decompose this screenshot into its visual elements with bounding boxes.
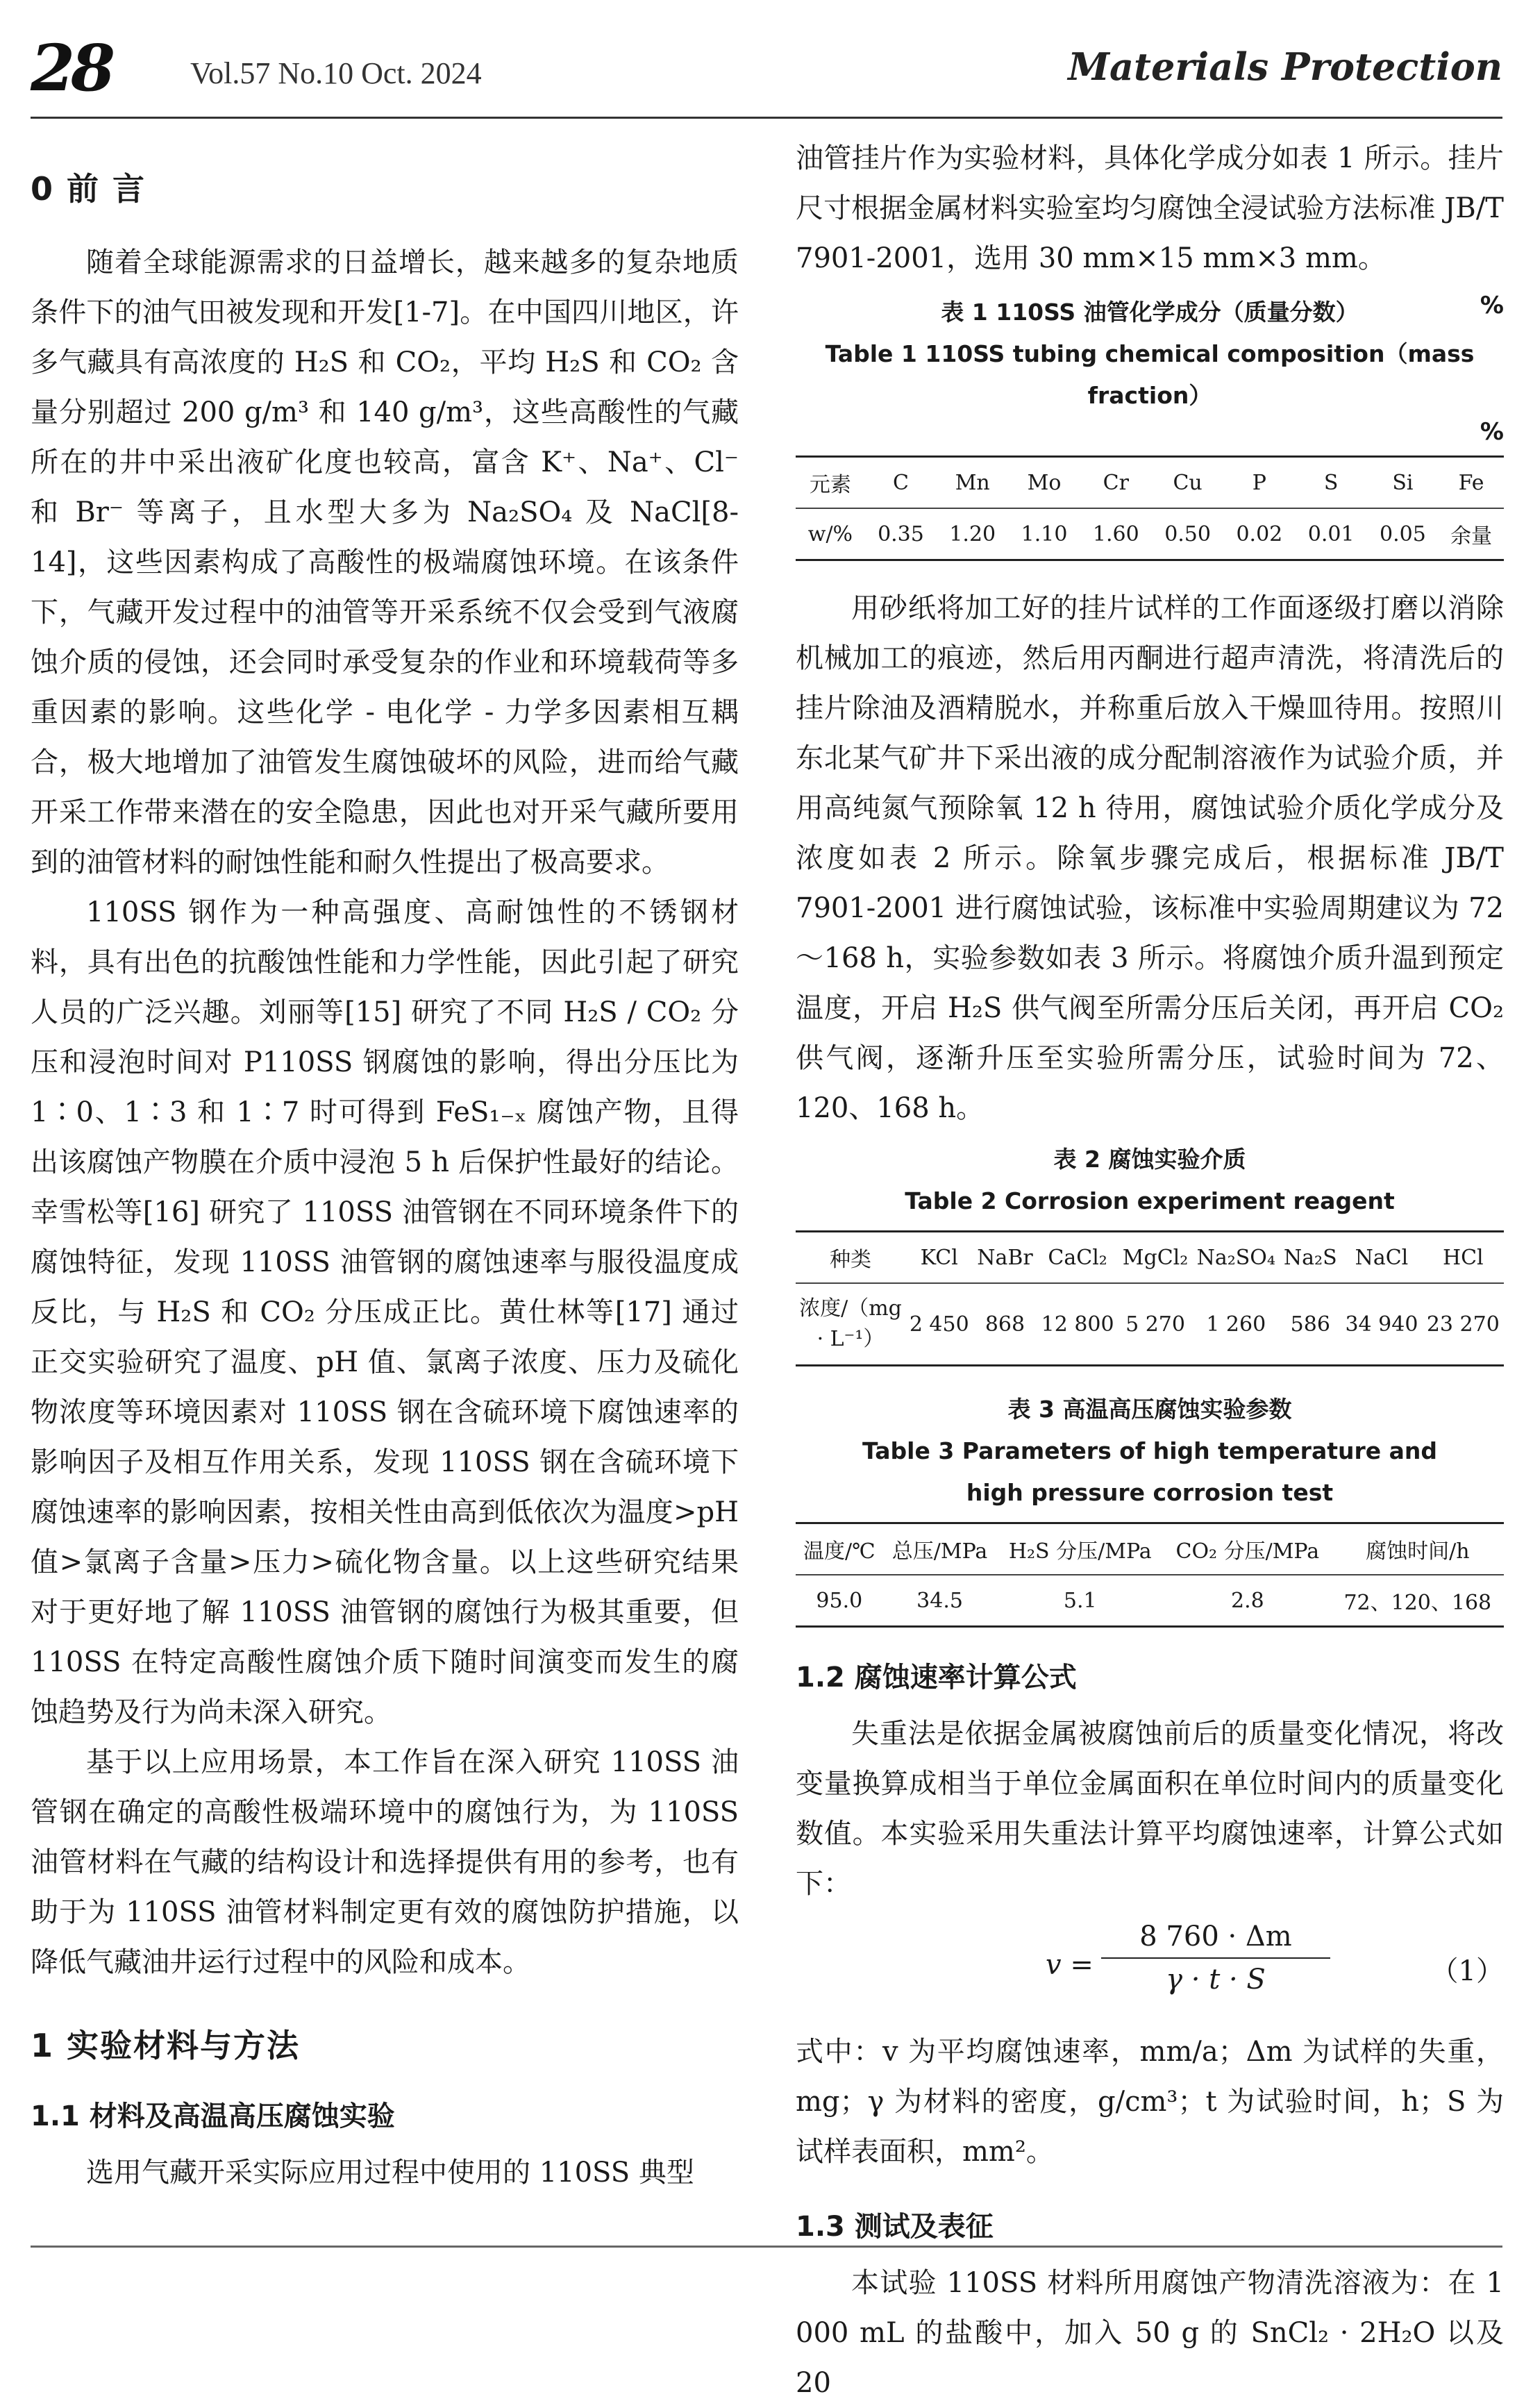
paragraph: 随着全球能源需求的日益增长，越来越多的复杂地质条件下的油气田被发现和开发[1-7]。在中国四川地区，许多气藏具有高浓度的 H₂S 和 CO₂，平均 H₂S 和 CO₂ 含量分别超过 200 g/m³ 和 140 g/m³，这些高酸性的气藏所在的井中采出液矿化度也较高，富含 K⁺、Na⁺、Cl⁻ 和 Br⁻ 等离子，且水型大多为 Na₂SO₄ 及 NaCl[8-14]，这些因素构成了高酸性的极端腐蚀环境。在该条件下，气藏开发过程中的油管等开采系统不仅会受到气液腐蚀介质的侵蚀，还会同时承受复杂的作业和环境载荷等多重因素的影响。这些化学 - 电化学 - 力学多因素相互耦合，极大地增加了油管发生腐蚀破坏的风险，进而给气藏开采工作带来潜在的安全隐患，因此也对开采气藏所要用到的油管材料的耐蚀性能和耐久性提出了极高要求。 xyxy=(31,246,739,878)
table-cell: 0.01 xyxy=(1307,521,1355,546)
table-header: P xyxy=(1223,457,1295,509)
equation-fraction xyxy=(1101,1916,1330,2000)
table-3-caption-en: high pressure corrosion test xyxy=(966,1479,1334,1506)
table-unit: % xyxy=(1480,292,1504,319)
left-column xyxy=(31,133,739,2230)
table-header: 种类 xyxy=(796,1232,905,1284)
section-1-3-title: 1.3 测试及表征 xyxy=(796,2211,994,2243)
paragraph: 失重法是依据金属被腐蚀前后的质量变化情况，将改变量换算成相当于单位金属面积在单位时间内的质量变化数值。本实验采用失重法计算平均腐蚀速率，计算公式如下： xyxy=(796,1718,1504,1900)
table-header: S xyxy=(1296,457,1367,509)
section-1-2-title: 1.2 腐蚀速率计算公式 xyxy=(796,1662,1077,1694)
table-3-caption-en: Table 3 Parameters of high temperature and xyxy=(862,1437,1438,1464)
paragraph: 110SS 钢作为一种高强度、高耐蚀性的不锈钢材料，具有出色的抗酸蚀性能和力学性能，因此引起了研究人员的广泛兴趣。刘丽等[15] 研究了不同 H₂S / CO₂ 分压和浸泡时间对 P110SS 钢腐蚀的影响，得出分压比为 1∶0、1∶3 和 1∶7 时可得到 FeS₁₋ₓ 腐蚀产物，且得出该腐蚀产物膜在介质中浸泡 5 h 后保护性最好的结论。幸雪松等[16] 研究了 110SS 油管钢在不同环境条件下的腐蚀特征，发现 110SS 油管钢的腐蚀速率与服役温度成反比，与 H₂S 和 CO₂ 分压成正比。黄仕林等[17] 通过正交实验研究了温度、pH 值、氯离子浓度、压力及硫化物浓度等环境因素对 110SS 钢在含硫环境下腐蚀速率的影响因子及相互作用关系，发现 110SS 钢在含硫环境下腐蚀速率的影响因素，按相关性由高到低依次为温度>pH 值>氯离子含量>压力>硫化物含量。以上这些研究结果对于更好地了解 110SS 油管钢的腐蚀行为极其重要，但 110SS 在特定高酸性腐蚀介质下随时间演变而发生的腐蚀趋势及行为尚未深入研究。 xyxy=(31,896,739,1728)
table-caption-cn: 表 1 110SS 油管化学成分（质量分数） xyxy=(941,299,1359,326)
header-rule xyxy=(31,117,1502,119)
paragraph: 本试验 110SS 材料所用腐蚀产物清洗溶液为：在 1 000 mL 的盐酸中，加入 50 g 的 SnCl₂ · 2H₂O 以及 20 xyxy=(796,2267,1504,2399)
footer-rule xyxy=(31,2246,1502,2248)
table-cell: 0.50 xyxy=(1164,521,1211,546)
table-cell: 2 450 xyxy=(909,1312,969,1337)
table-cell: 余量 xyxy=(1450,524,1493,549)
table-cell: 72、120、168 xyxy=(1343,1591,1492,1615)
paragraph: 用砂纸将加工好的挂片试样的工作面逐级打磨以消除机械加工的痕迹，然后用丙酮进行超声清洗，将清洗后的挂片除油及酒精脱水，并称重后放入干燥皿待用。按照川东北某气矿井下采出液的成分配制溶液作为试验介质，并用高纯氮气预除氧 12 h 待用，腐蚀试验介质化学成分及浓度如表 2 所示。除氧步骤完成后，根据标准 JB/T 7901-2001 进行腐蚀试验，该标准中实验周期建议为 72～168 h，实验参数如表 3 所示。将腐蚀介质升温到预定温度，开启 H₂S 供气阀至所需分压后关闭，再开启 CO₂ 供气阀，逐渐升压至实验所需分压，试验时间为 72、120、168 h。 xyxy=(796,592,1504,1124)
table-row xyxy=(796,508,1504,560)
table-header: Fe xyxy=(1439,457,1504,509)
table-cell: 95.0 xyxy=(816,1588,863,1613)
table-cell: 868 xyxy=(985,1312,1025,1337)
table-caption-en: Table 1 110SS tubing chemical composition（mass fraction） xyxy=(825,340,1475,409)
paragraph: 选用气藏开采实际应用过程中使用的 110SS 典型 xyxy=(86,2157,694,2189)
table-header-row xyxy=(796,1232,1504,1284)
table-header: C xyxy=(865,457,937,509)
table-cell: 浓度/（mg · L⁻¹） xyxy=(799,1296,902,1351)
table-2 xyxy=(796,1230,1504,1366)
page-header xyxy=(31,31,1502,111)
table-header: Mo xyxy=(1008,457,1080,509)
table-header: KCl xyxy=(905,1232,973,1284)
table-row xyxy=(796,1575,1504,1627)
table-cell: 34 940 xyxy=(1345,1312,1418,1337)
table-header: Cu xyxy=(1152,457,1223,509)
table-unit: % xyxy=(1480,418,1504,446)
equation-denominator: γ · t · S xyxy=(1101,1957,1330,2000)
table-cell: 1.10 xyxy=(1021,521,1068,546)
table-header: MgCl₂ xyxy=(1119,1232,1192,1284)
table-header: CaCl₂ xyxy=(1037,1232,1118,1284)
table-header-row xyxy=(796,1523,1504,1575)
table-3 xyxy=(796,1522,1504,1628)
table-header: HCl xyxy=(1423,1232,1504,1284)
table-cell: 0.05 xyxy=(1380,521,1426,546)
table-1-caption xyxy=(796,292,1504,333)
paragraph: 式中：v 为平均腐蚀速率，mm/a；Δm 为试样的失重，mg；γ 为材料的密度，g/cm³；t 为试验时间，h；S 为试样表面积，mm²。 xyxy=(796,2036,1504,2168)
table-header: Na₂S xyxy=(1280,1232,1341,1284)
page-number: 28 xyxy=(31,31,112,106)
equation-numerator: 8 760 · Δm xyxy=(1139,1921,1292,1953)
table-header: CO₂ 分压/MPa xyxy=(1164,1523,1332,1575)
table-1 xyxy=(796,455,1504,561)
table-cell: 12 800 xyxy=(1041,1312,1114,1337)
table-cell: 1.20 xyxy=(949,521,996,546)
equation-number: （1） xyxy=(1430,1955,1504,1987)
paragraph: 油管挂片作为实验材料，具体化学成分如表 1 所示。挂片尺寸根据金属材料实验室均匀腐蚀全浸试验方法标准 JB/T 7901-2001，选用 30 mm×15 mm×3 mm。 xyxy=(796,142,1504,274)
paragraph: 基于以上应用场景，本工作旨在深入研究 110SS 油管钢在确定的高酸性极端环境中的腐蚀行为，为 110SS 油管材料在气藏的结构设计和选择提供有用的参考，也有助于为 110SS 油管材料制定更有效的腐蚀防护措施，以降低气藏油井运行过程中的风险和成本。 xyxy=(31,1746,739,1978)
right-column xyxy=(796,133,1504,2399)
table-header: NaBr xyxy=(973,1232,1037,1284)
section-0-title: 0 前 言 xyxy=(31,170,146,208)
table-row xyxy=(796,1283,1504,1366)
table-cell: 5.1 xyxy=(1063,1588,1097,1613)
equation-lhs: v = xyxy=(1046,1949,1094,1981)
section-1-title: 1 实验材料与方法 xyxy=(31,2027,301,2064)
table-header: Cr xyxy=(1080,457,1152,509)
equation-1 xyxy=(796,1916,1504,2020)
table-header: 温度/℃ xyxy=(796,1523,883,1575)
table-header: 腐蚀时间/h xyxy=(1332,1523,1504,1575)
section-1-1-title: 1.1 材料及高温高压腐蚀实验 xyxy=(31,2100,395,2132)
table-cell: 0.02 xyxy=(1236,521,1283,546)
table-header: H₂S 分压/MPa xyxy=(996,1523,1164,1575)
table-header: 总压/MPa xyxy=(883,1523,997,1575)
table-header: Mn xyxy=(937,457,1008,509)
table-cell: 23 270 xyxy=(1426,1312,1500,1337)
table-3-caption-cn: 表 3 高温高压腐蚀实验参数 xyxy=(1007,1396,1292,1423)
table-cell: 0.35 xyxy=(878,521,924,546)
table-header: NaCl xyxy=(1341,1232,1422,1284)
table-cell: 1.60 xyxy=(1092,521,1139,546)
table-cell: w/% xyxy=(807,521,853,546)
table-cell: 2.8 xyxy=(1230,1588,1264,1613)
table-header: 元素 xyxy=(796,457,865,509)
table-cell: 34.5 xyxy=(916,1588,963,1613)
table-cell: 5 270 xyxy=(1125,1312,1185,1337)
issue-info: Vol.57 No.10 Oct. 2024 xyxy=(190,56,482,90)
table-header-row xyxy=(796,457,1504,509)
table-cell: 586 xyxy=(1290,1312,1330,1337)
journal-name: Materials Protection xyxy=(1068,44,1502,89)
table-2-caption-cn: 表 2 腐蚀实验介质 xyxy=(1053,1146,1246,1173)
table-2-caption-en: Table 2 Corrosion experiment reagent xyxy=(905,1187,1395,1214)
table-header: Na₂SO₄ xyxy=(1192,1232,1280,1284)
table-cell: 1 260 xyxy=(1206,1312,1266,1337)
table-header: Si xyxy=(1367,457,1439,509)
